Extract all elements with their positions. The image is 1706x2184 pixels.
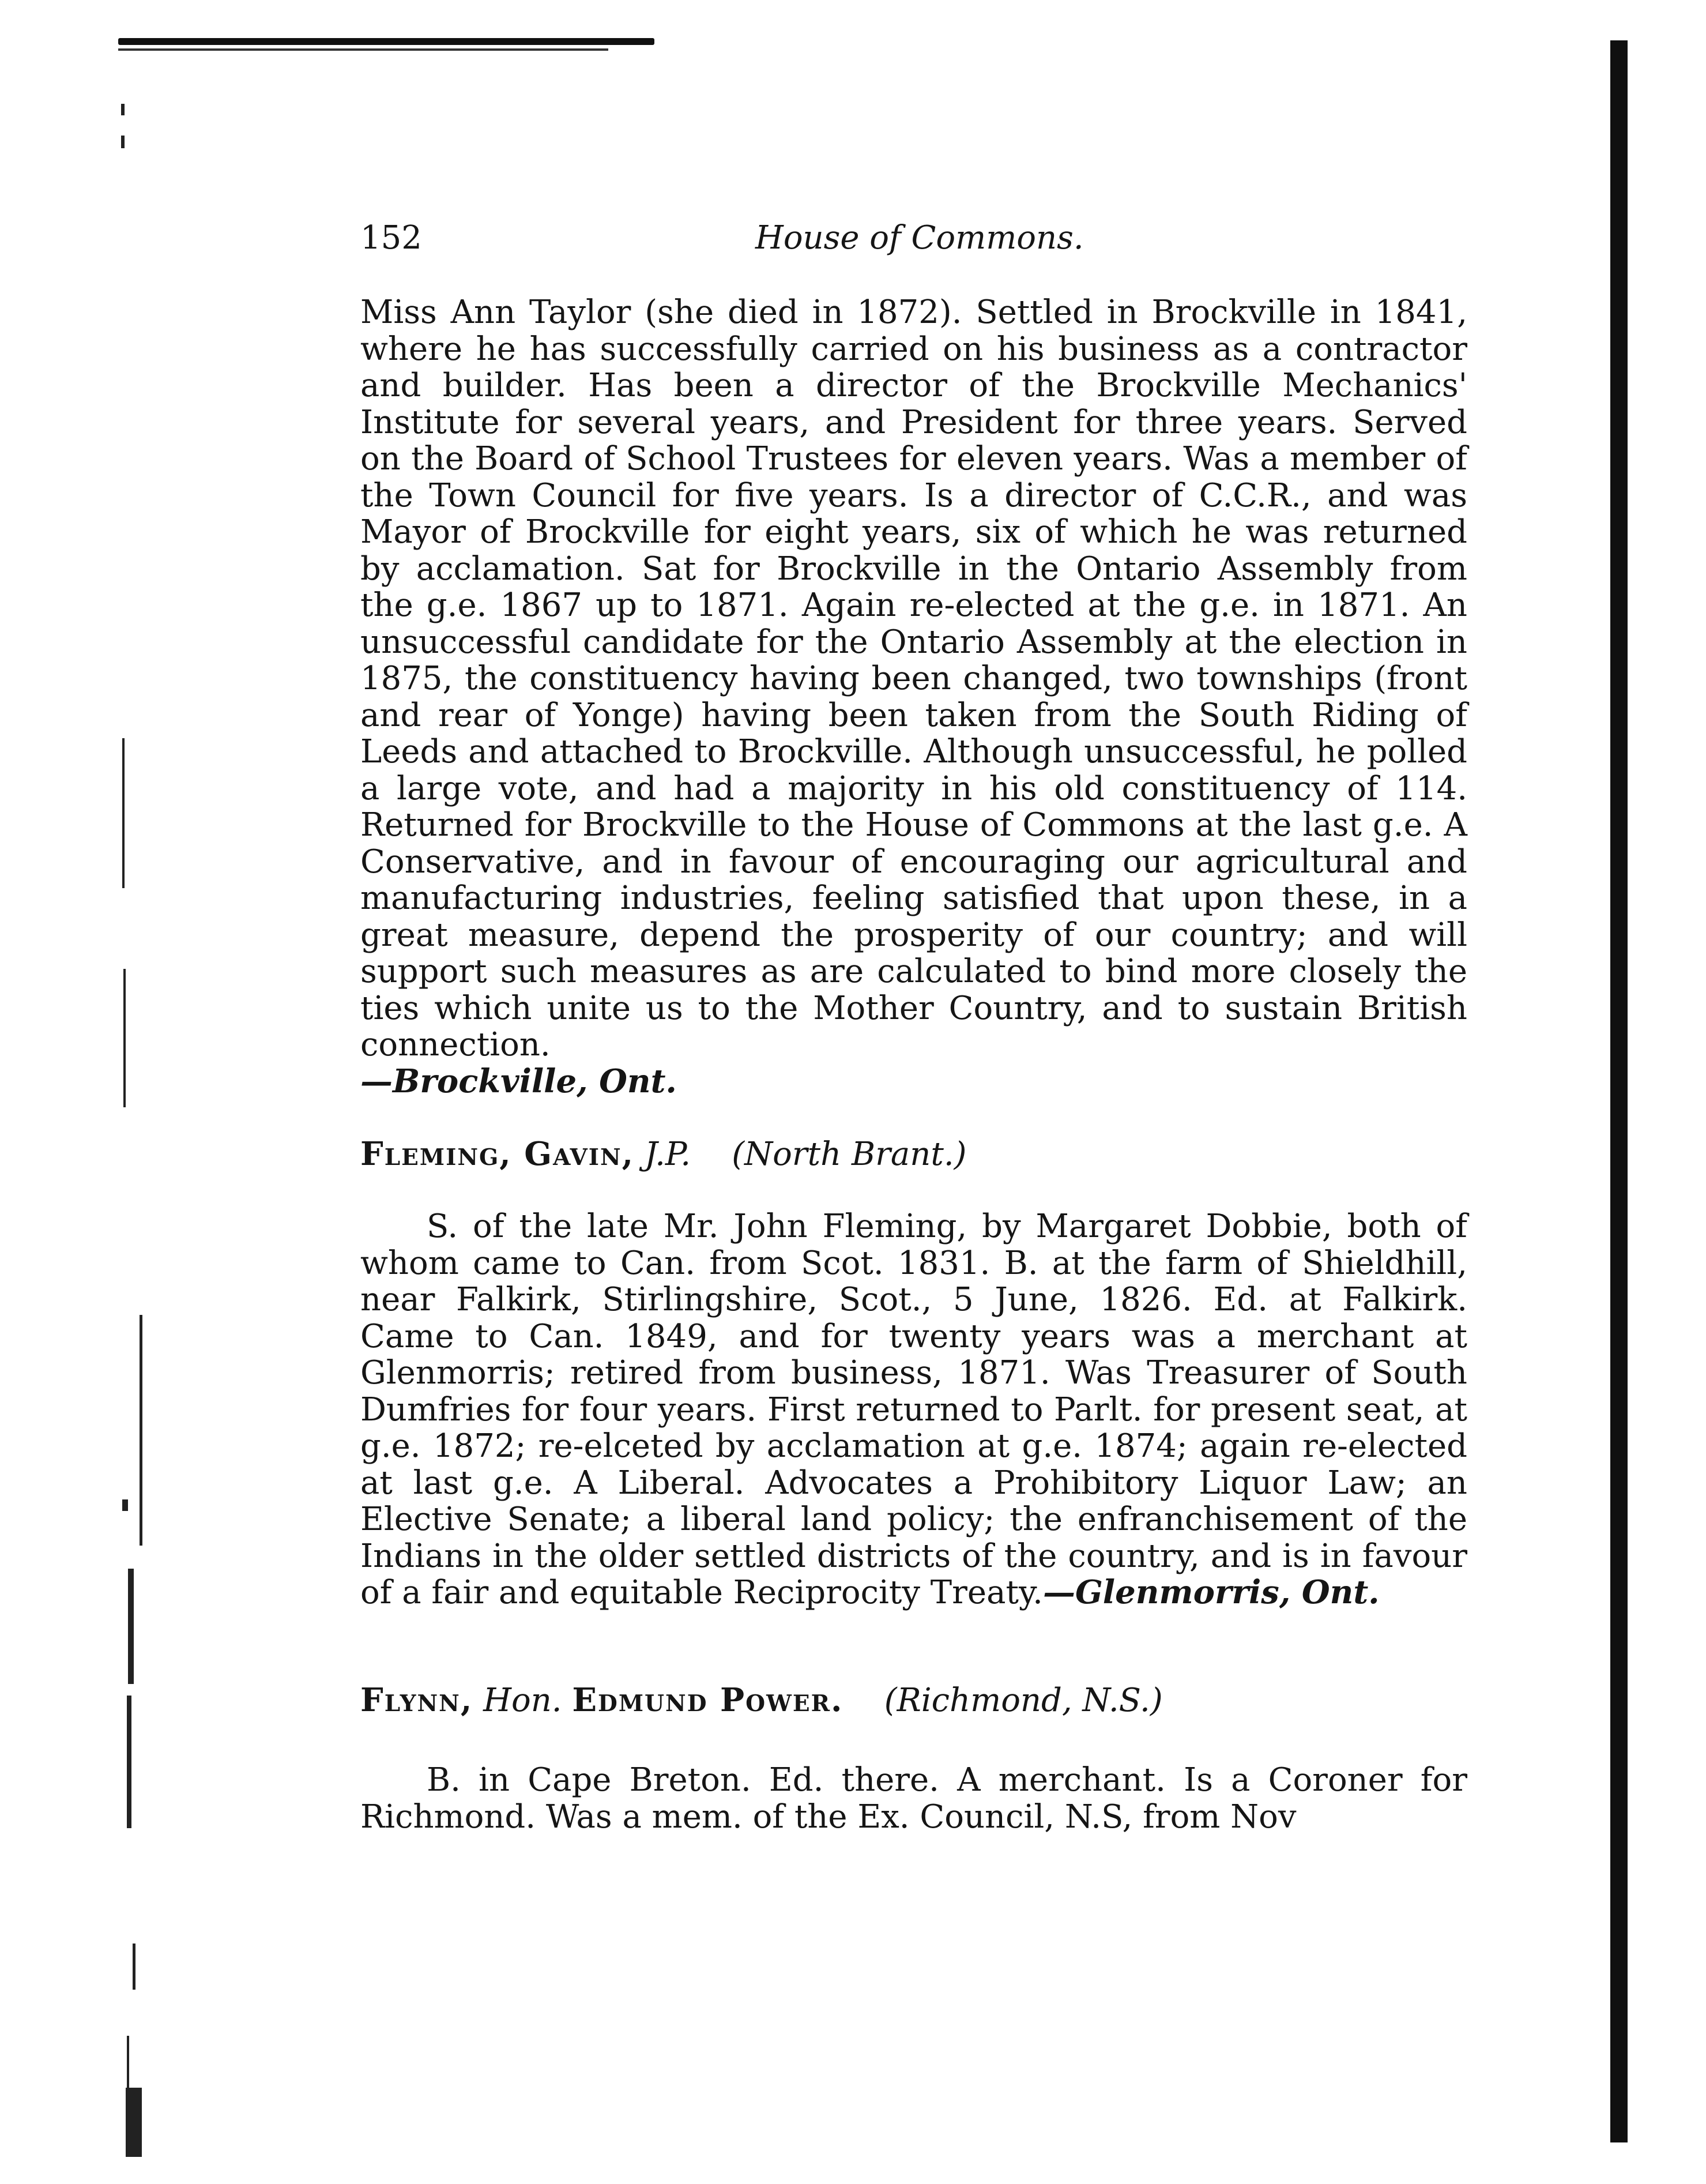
entry-honorific: Hon. (483, 1682, 562, 1719)
entry-body-text: Miss Ann Taylor (she died in 1872). Settled in Brockville in 1841, where he has successfully carried on his business as a contractor and builder. Has been a director of the Brockville Mechanics' Institute for several years, and President for three years. Served on the Board of School Trustees for eleven years. Was a member of the Town Council for five years. Is a director of C.C.R., and was Mayor of Brockville for eight years, six of which he was returned by acclamation. Sat for Brockville in the Ontario Assembly from the g.e. 1867 up to 1871. Again re-elected at the g.e. in 1871. An unsuccessful candidate for the Ontario Assembly at the election in 1875, the constituency having been changed, two townships (front and rear of Yonge) having been taken from the South Riding of Leeds and attached to Brockville. Although unsuccessful, he polled a large vote, and had a majority in his old constituency of 114. Returned for Brockville to the House of Commons at the last g.e. A Conservative, and in favour of encouraging our agricultural and manufacturing industries, feeling satisfied that upon these, in a great measure, depend the prosperity of our country; and will support such measures as are calculated to bind more closely the ties which unite us to the Mother Country, and to sustain British connection. (360, 294, 1467, 1063)
page-header (360, 219, 1467, 271)
scan-margin-marks (115, 104, 179, 2157)
entry-body-text: B. in Cape Breton. Ed. there. A merchant. Is a Coroner for Richmond. Was a mem. of the Ex. Council, N.S, from Nov (360, 1761, 1467, 1836)
entry-riding: (North Brant.) (732, 1136, 967, 1173)
running-title: House of Commons. (755, 219, 1084, 257)
entry-heading-flynn (360, 1681, 1467, 1719)
entry-address: —Glenmorris, Ont. (1042, 1573, 1380, 1611)
entry-heading-fleming (360, 1135, 1467, 1173)
entry-fleming-body (360, 1208, 1467, 1611)
entry-buell-continued (360, 294, 1467, 1100)
top-rule-thin-decoration (118, 48, 608, 51)
entry-body-text: S. of the late Mr. John Fleming, by Margaret Dobbie, both of whom came to Can. from Scot. 1831. B. at the farm of Shieldhill, near Falkirk, Stirlingshire, Scot., 5 June, 1826. Ed. at Falkirk. Came to Can. 1849, and for twenty years was a merchant at Glenmorris; retired from business, 1871. Was Treasurer of South Dumfries for four years. First returned to Parlt. for present seat, at g.e. 1872; re-elceted by acclamation at g.e. 1874; again re-elected at last g.e. A Liberal. Advocates a Prohibitory Liquor Law; an Elective Senate; a liberal land policy; the enfranchisement of the Indians in the older settled districts of the country, and is in favour of a fair and equitable Reciprocity Treaty. (360, 1208, 1467, 1611)
entry-riding: (Richmond, N.S.) (884, 1682, 1163, 1719)
entry-flynn-body (360, 1762, 1467, 1835)
top-rule-decoration (118, 38, 654, 45)
page-number: 152 (360, 219, 422, 257)
entry-title: J.P. (644, 1136, 691, 1173)
entry-given-names: Edmund Power. (572, 1681, 843, 1719)
entry-name: Fleming, Gavin, (360, 1135, 635, 1173)
entry-surname: Flynn, (360, 1681, 473, 1719)
page-edge-shadow (1610, 40, 1628, 2142)
entry-address: —Brockville, Ont. (360, 1062, 677, 1100)
